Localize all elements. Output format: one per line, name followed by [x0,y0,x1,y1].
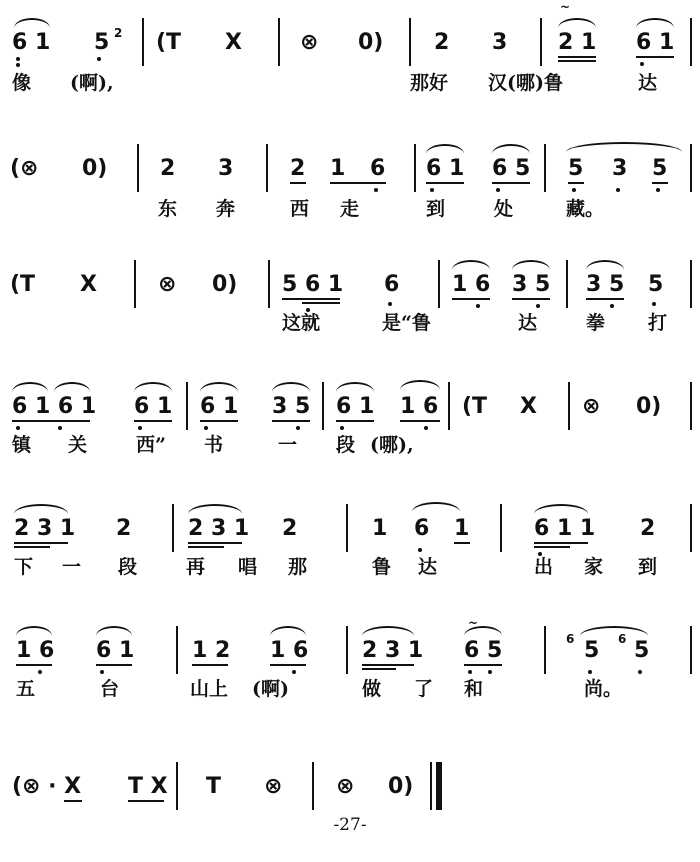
note: 1 6 [270,638,309,663]
lyric: 奔 [216,198,236,220]
lyric: 汉(哪)鲁 [488,72,563,94]
note: T X [128,774,168,799]
lyric: 达 [638,72,658,94]
lyric: 台 [100,678,120,700]
lyric: 是“鲁 [382,312,431,334]
lyric: 做 [362,678,382,700]
lyric: 书 [204,434,224,456]
note: 6 1 [636,30,675,55]
note: 5 [568,156,584,181]
note: 5 [94,30,110,55]
lyric: 东 [158,198,178,220]
lyric: 拳 [586,312,606,334]
note: 2 3 1 [14,516,76,541]
note: ⊗ [158,272,177,297]
note: 2 [434,30,450,55]
music-system-3 [0,258,700,368]
note: ⊗ [264,774,283,799]
lyric: 那 [288,556,308,578]
lyric: (啊), [70,72,114,94]
lyric: 西 [290,198,310,220]
note: 6 1 [336,394,375,419]
lyric: 五 [16,678,36,700]
note: 6 5 [492,156,531,181]
lyric: 出 [534,556,554,578]
note: 3 [492,30,508,55]
note: 5 [634,638,650,663]
note: 2 3 1 [362,638,424,663]
lyric: 走 [340,198,360,220]
music-system-2 [0,140,700,250]
note: 0) [358,30,384,55]
lyric: 关 [68,434,88,456]
note: 0) [212,272,238,297]
note: 6 1 6 1 [12,394,97,419]
note: ⊗ [336,774,355,799]
note: 5 [584,638,600,663]
note: 6 [414,516,430,541]
lyric: 唱 [238,556,258,578]
note: 3 5 [586,272,625,297]
note: 5 [648,272,664,297]
lyric: 那好 [410,72,449,94]
lyric: 达 [518,312,538,334]
lyric: 藏。 [566,198,605,220]
lyric: 家 [584,556,604,578]
lyric: 再 [186,556,206,578]
note: 3 [612,156,628,181]
music-system-4 [0,380,700,490]
note: 0) [388,774,414,799]
lyric: (啊) [252,678,289,700]
note: 1 6 [400,394,439,419]
music-system-6: 1 6 6 1 1 2 1 6 2 3 1 ~ 6 5 6 5 6 5 五 台 山上 (啊) 做 了 和 尚。 [0,622,700,732]
lyric: 到 [426,198,446,220]
lyric: 这就 [282,312,321,334]
lyric: (哪), [370,434,414,456]
lyric: 了 [414,678,434,700]
note: (⊗ [10,156,39,181]
note: 2 [116,516,132,541]
note: 0) [636,394,662,419]
lyric: 段 [336,434,356,456]
note: 1 6 [16,638,55,663]
lyric: 和 [464,678,484,700]
note: ⊗ [582,394,601,419]
note: (⊗ · X [12,774,82,799]
note: 3 5 [272,394,311,419]
lyric: 镇 [12,434,32,456]
lyric: 像 [12,72,32,94]
lyric: 到 [638,556,658,578]
note: 6 [384,272,400,297]
note: 6 1 [200,394,239,419]
note: (T [10,272,36,297]
note: ⊗ [300,30,319,55]
lyric: 一 [62,556,82,578]
note: 6 1 [12,30,51,55]
note: X [80,272,97,297]
page-number: -27- [333,815,367,835]
note: X [520,394,537,419]
note: 1 6 [452,272,491,297]
lyric: 鲁 [372,556,392,578]
lyric: 段 [118,556,138,578]
lyric: 一 [278,434,298,456]
note: 3 [218,156,234,181]
lyric: 山上 [190,678,229,700]
note: 5 6 1 [282,272,344,297]
lyric: 达 [418,556,438,578]
note: 3 5 [512,272,551,297]
note: 2 [640,516,656,541]
note: 6 1 [134,394,173,419]
lyric: 处 [494,198,514,220]
music-system-7 [0,752,700,862]
lyric: 西” [136,434,166,456]
note: 2 [282,516,298,541]
note: (T [462,394,488,419]
note: T [206,774,222,799]
note: 6 5 [464,638,503,663]
note: (T [156,30,182,55]
note: 2 [290,156,306,181]
note: 6 [370,156,386,181]
note: 1 [372,516,388,541]
lyric: 尚。 [584,678,623,700]
note: 6 1 [426,156,465,181]
music-system-5 [0,500,700,610]
note: 5 [652,156,668,181]
note: 1 [330,156,346,181]
note: 1 2 [192,638,231,663]
note: 1 [454,516,470,541]
lyric: 下 [14,556,34,578]
note: 6 1 [96,638,135,663]
lyric: 打 [648,312,668,334]
note: 2 1 [558,30,597,55]
note: 2 3 1 [188,516,250,541]
note: 6 1 1 [534,516,596,541]
note: X [225,30,242,55]
note: 0) [82,156,108,181]
music-system-1: 6 1 5 2 (T X ⊗ 0) 2 3 ~ 2 1 6 1 像 (啊), 那好 汉(哪)鲁 达 [0,0,700,110]
note: 2 [160,156,176,181]
